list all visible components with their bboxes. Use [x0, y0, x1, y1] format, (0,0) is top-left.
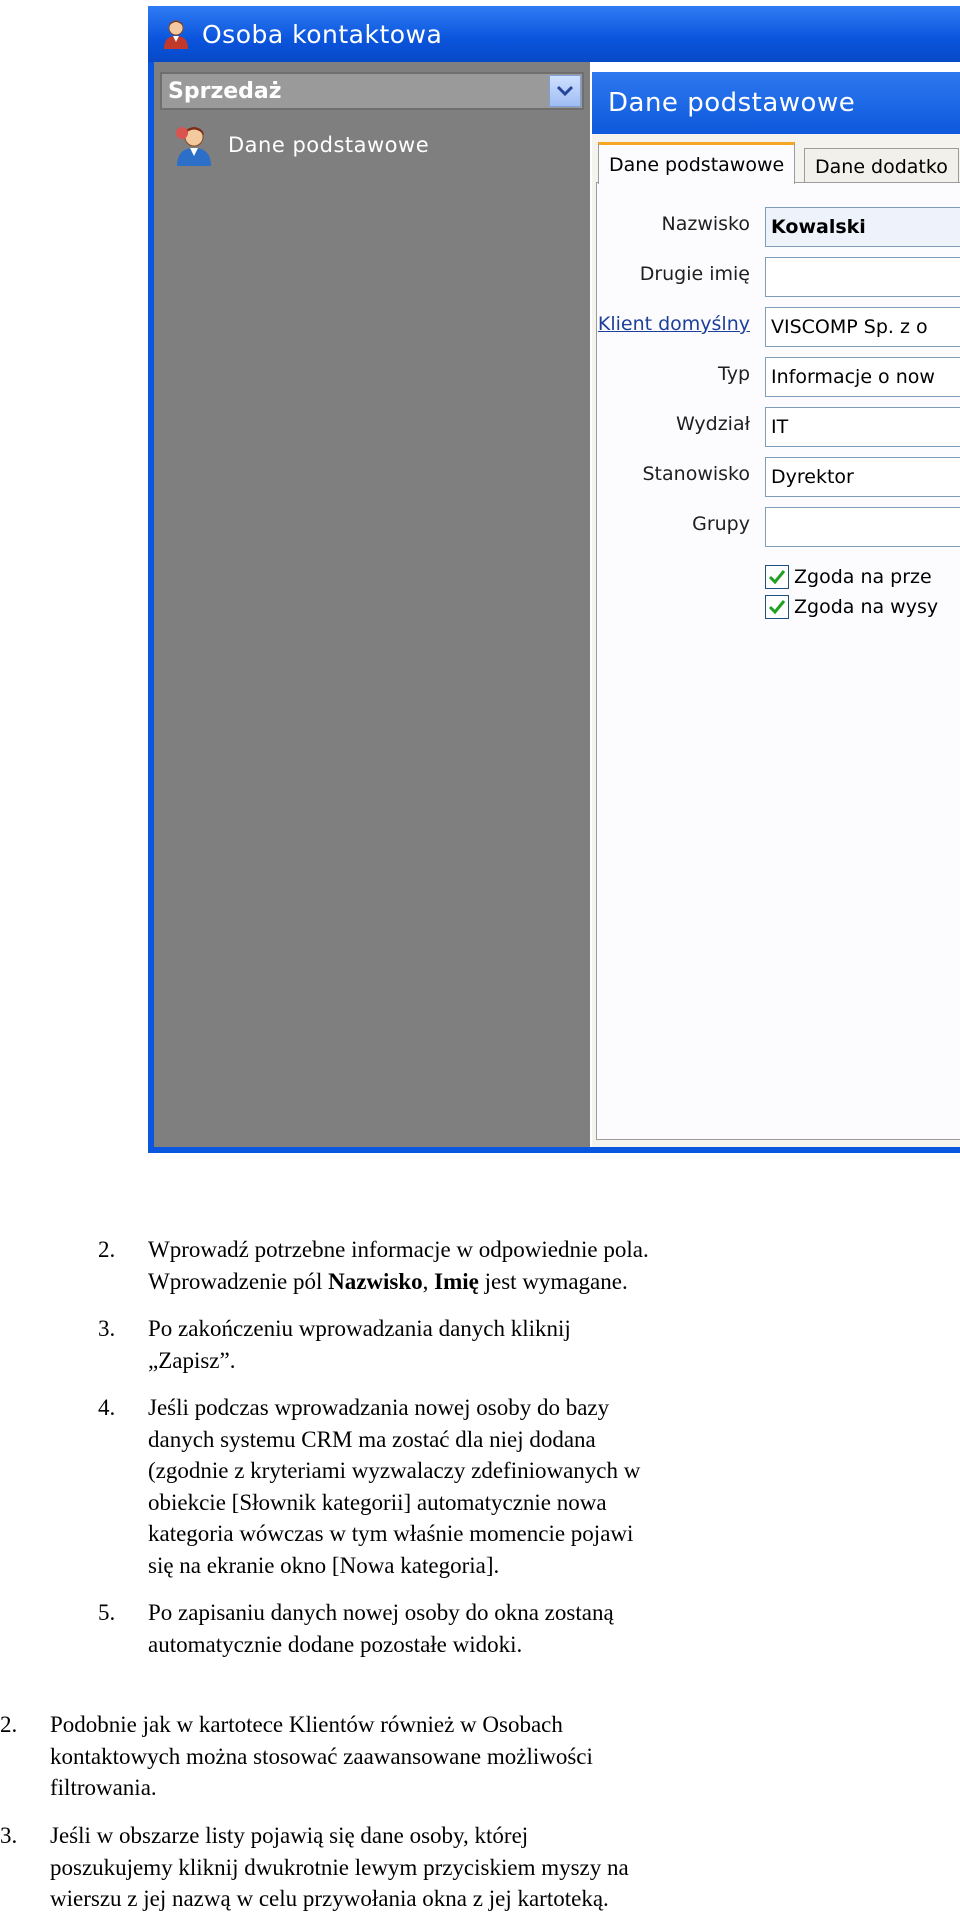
klient-domyslny-link[interactable]: Klient domyślny — [597, 313, 750, 335]
contact-person-icon — [172, 123, 216, 167]
field-label-nazwisko: Nazwisko — [661, 213, 750, 235]
field-row-klient-domyslny — [597, 307, 960, 347]
typ-input[interactable]: Informacje o now — [765, 357, 960, 397]
sub-step-line: Wprowadź potrzebne informacje w odpowiednie pola. — [148, 1237, 649, 1262]
form-header-title: Dane podstawowe — [608, 88, 856, 118]
checkbox-label-zgoda-2: Zgoda na wysy — [794, 596, 939, 618]
grupy-input[interactable] — [765, 507, 960, 547]
checkbox-row-zgoda-2[interactable] — [765, 593, 960, 621]
main-step-line: wierszu z jej nazwą w celu przywołania okna z jej kartoteką. — [50, 1886, 609, 1911]
field-label-stanowisko: Stanowisko — [642, 463, 750, 485]
sub-step-line: Po zapisaniu danych nowej osoby do okna zostaną — [148, 1600, 614, 1625]
field-row-nazwisko — [597, 207, 960, 247]
checkmark-icon — [768, 569, 786, 585]
window-title: Osoba kontaktowa — [202, 19, 443, 49]
wydzial-input[interactable]: IT — [765, 407, 960, 447]
checkmark-icon — [768, 599, 786, 615]
field-row-typ — [597, 357, 960, 397]
checkbox-row-zgoda-1[interactable] — [765, 563, 960, 591]
form-body — [592, 134, 960, 1147]
module-select-value: Sprzedaż — [168, 78, 282, 104]
nav-item-dane-podstawowe[interactable] — [172, 122, 429, 168]
sub-step-line: (zgodnie z kryteriami wyzwalaczy zdefiniowanych w — [148, 1458, 641, 1483]
checkbox-zgoda-1[interactable] — [765, 565, 789, 589]
nazwisko-input[interactable]: Kowalski — [765, 207, 960, 247]
form-pane — [590, 62, 960, 1147]
tab-dane-dodatkowe[interactable]: Dane dodatko — [804, 148, 959, 184]
module-select[interactable] — [160, 72, 584, 110]
contact-person-icon — [160, 18, 192, 50]
checkbox-zgoda-2[interactable] — [765, 595, 789, 619]
sub-step-line: obiekcie [Słownik kategorii] automatycznie nowa — [148, 1489, 607, 1515]
field-row-stanowisko — [597, 457, 960, 497]
field-row-wydzial — [597, 407, 960, 447]
sub-step-line: kategoria wówczas w tym właśnie momencie pojawi — [148, 1521, 634, 1546]
nav-item-label: Dane podstawowe — [228, 133, 430, 157]
field-row-drugie-imie — [597, 257, 960, 297]
main-step-line: kontaktowych można stosować zaawansowane możliwości — [50, 1743, 593, 1769]
sub-step-number: 4. — [98, 1395, 116, 1420]
sub-step-line: automatycznie dodane pozostałe widoki. — [148, 1631, 523, 1657]
tab-panel — [596, 182, 960, 1140]
sub-step-line: Po zakończeniu wprowadzania danych kliknij — [148, 1316, 571, 1341]
field-label-grupy: Grupy — [692, 513, 750, 535]
main-step-line: filtrowania. — [50, 1775, 157, 1800]
drugie-imie-input[interactable] — [765, 257, 960, 297]
main-step-line: Jeśli w obszarze listy pojawią się dane osoby, której — [50, 1823, 529, 1848]
sub-step-line: Wprowadzenie pól Nazwisko, Imię jest wymagane. — [148, 1268, 628, 1294]
checkbox-label-zgoda-1: Zgoda na prze — [794, 566, 932, 588]
klient-domyslny-input[interactable]: VISCOMP Sp. z o — [765, 307, 960, 347]
sub-step-line: „Zapisz”. — [148, 1347, 236, 1373]
window-titlebar[interactable] — [148, 6, 960, 62]
main-step-line: poszukujemy kliknij dwukrotnie lewym przyciskiem myszy na — [50, 1854, 629, 1880]
sub-step-line: się na ekranie okno [Nowa kategoria]. — [148, 1552, 500, 1578]
main-step-number: 2. — [0, 1712, 18, 1737]
field-label-wydzial: Wydział — [675, 413, 750, 435]
contact-person-window — [148, 6, 960, 1153]
field-row-grupy — [597, 507, 960, 547]
sub-step-number: 3. — [98, 1316, 116, 1341]
field-label-drugie-imie: Drugie imię — [639, 263, 750, 285]
sub-step-line: danych systemu CRM ma zostać dla niej dodana — [148, 1426, 596, 1452]
form-header — [592, 72, 960, 134]
main-step-number: 3. — [0, 1823, 18, 1848]
sub-step-line: Jeśli podczas wprowadzania nowej osoby do bazy — [148, 1395, 610, 1420]
navigator-pane — [154, 62, 590, 1147]
stanowisko-input[interactable]: Dyrektor — [765, 457, 960, 497]
sub-step-number: 5. — [98, 1600, 116, 1625]
main-step-line: Podobnie jak w kartotece Klientów również w Osobach — [50, 1712, 563, 1737]
field-label-typ: Typ — [718, 363, 750, 385]
chevron-down-icon[interactable] — [549, 75, 581, 107]
tab-strip — [592, 134, 960, 182]
sub-step-number: 2. — [98, 1237, 116, 1262]
tab-dane-podstawowe[interactable]: Dane podstawowe — [598, 142, 795, 184]
